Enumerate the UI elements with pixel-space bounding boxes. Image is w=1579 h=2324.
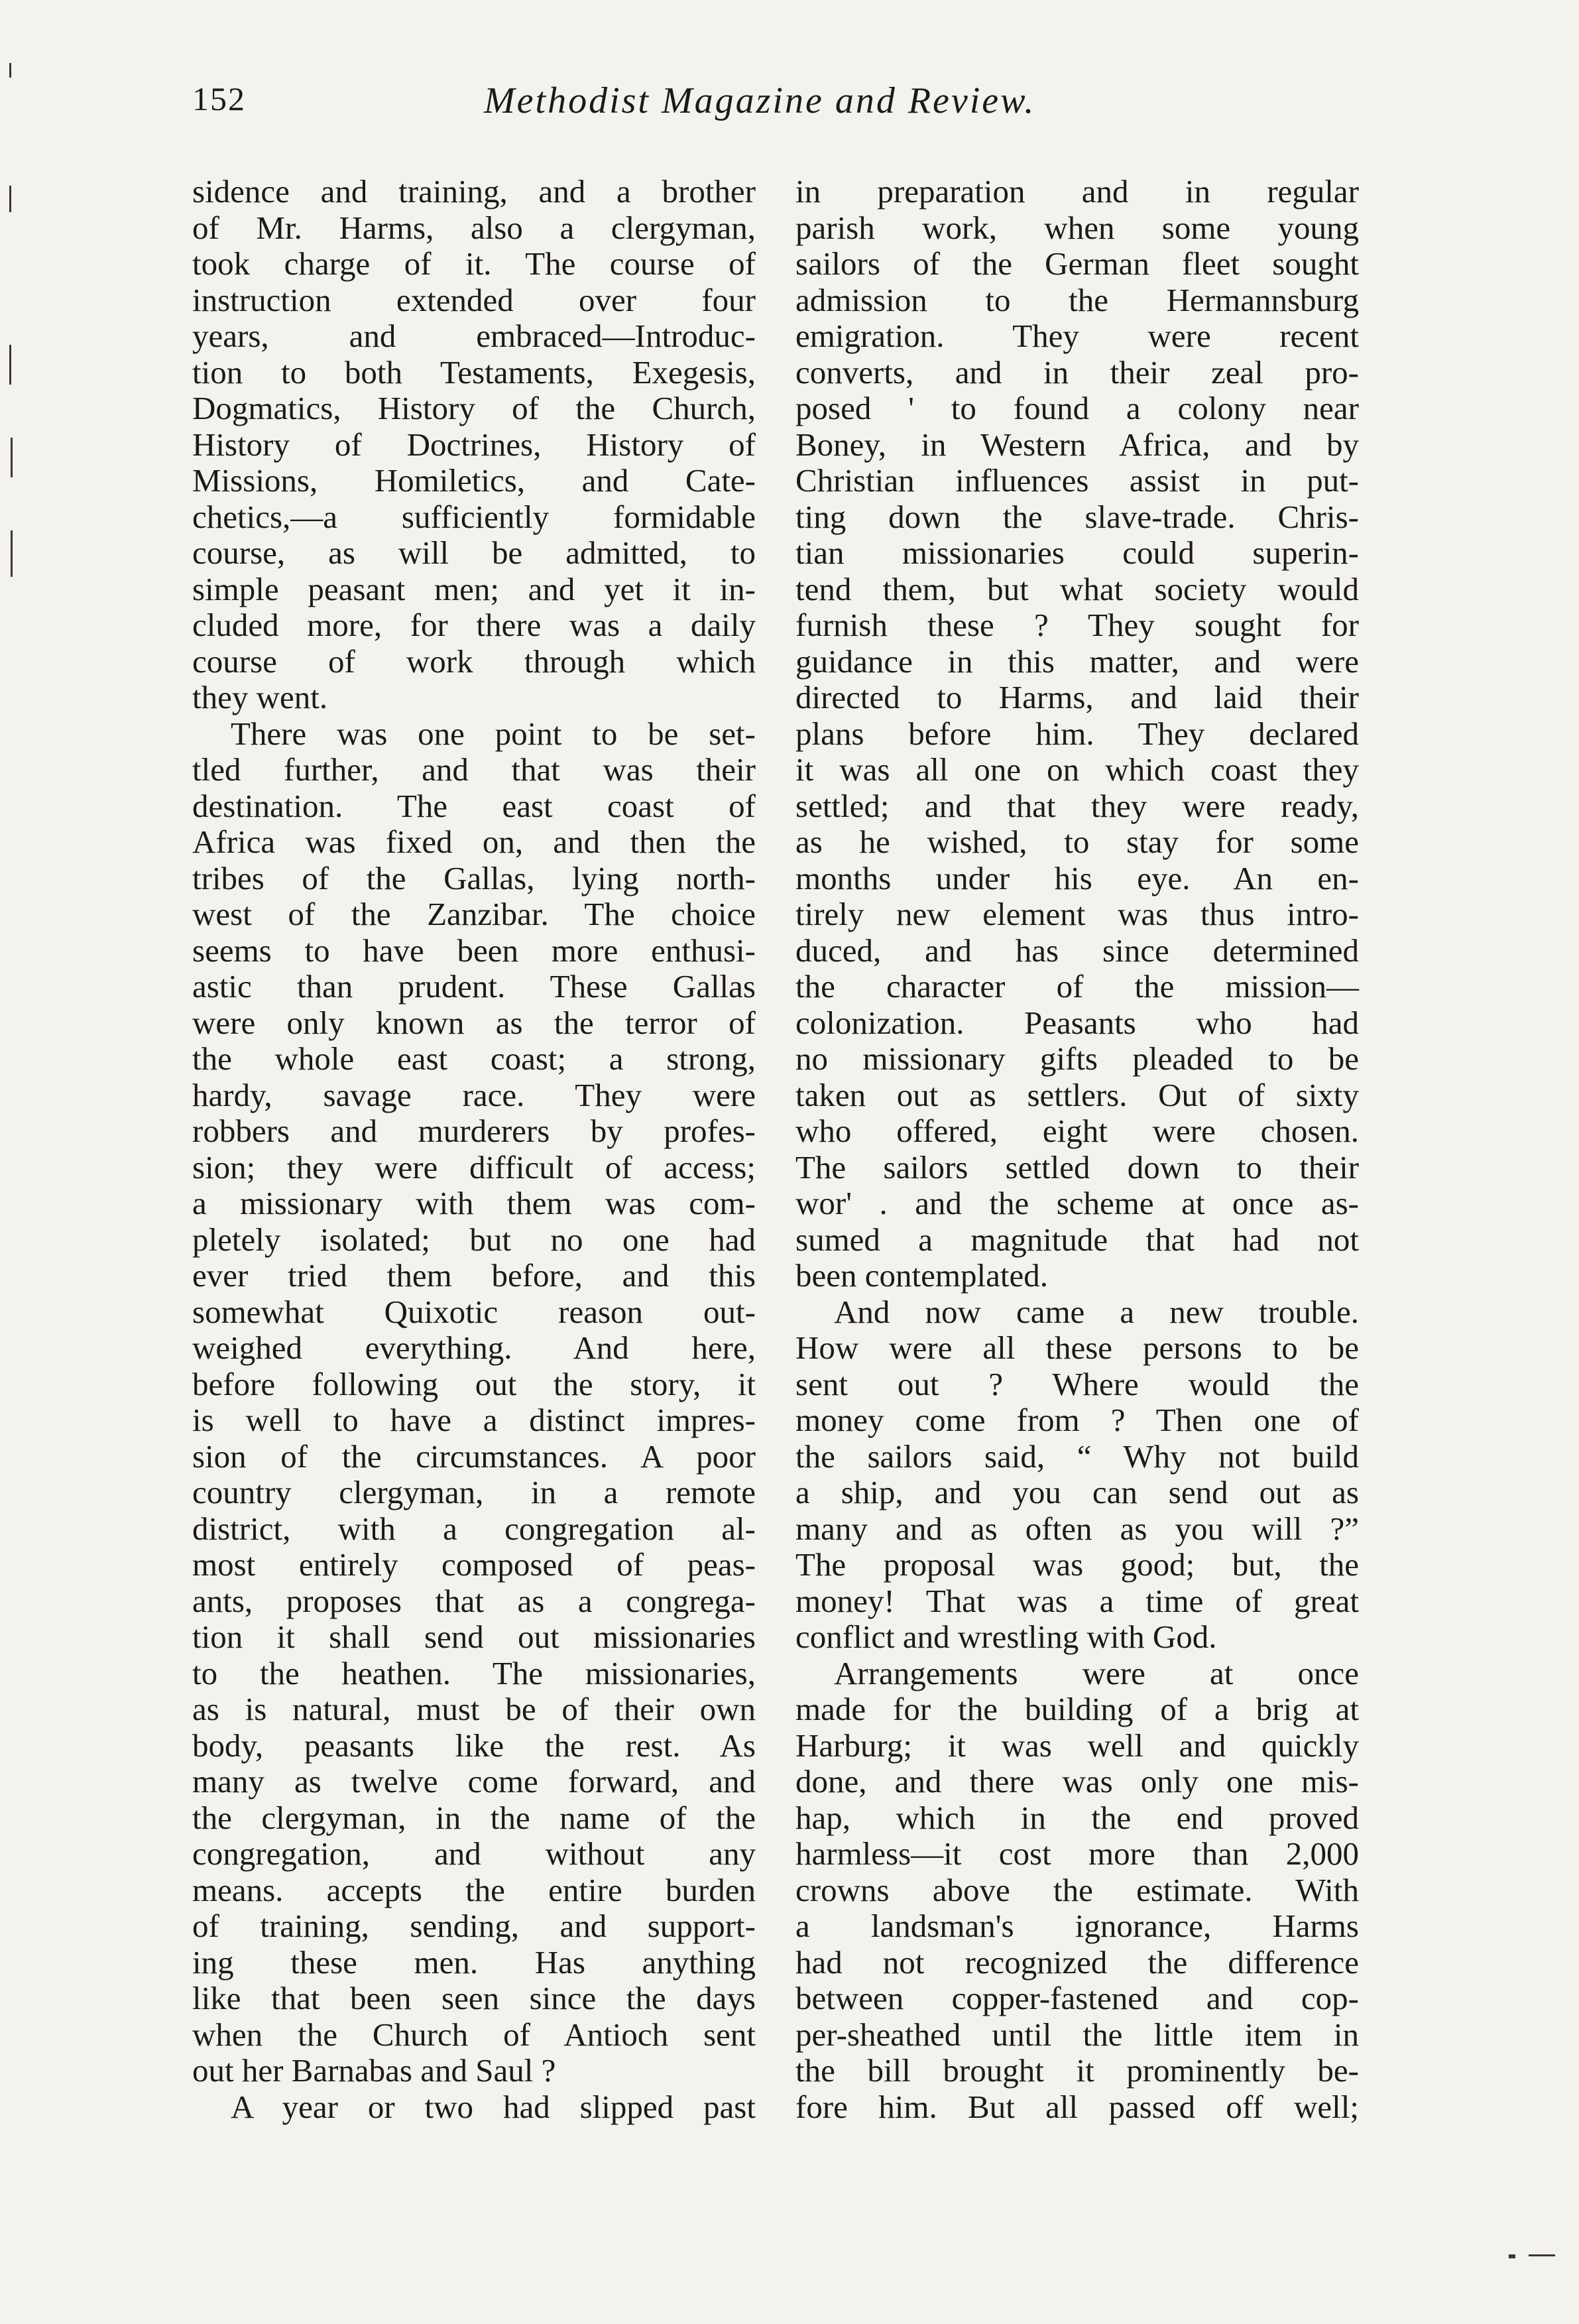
text-line: Africa was fixed on, and then the	[192, 824, 756, 860]
text-line: years, and embraced—Introduc-	[192, 318, 756, 354]
text-column-left	[192, 174, 756, 2125]
text-line: settled; and that they were ready,	[795, 787, 1359, 824]
text-line: sion; they were difficult of access;	[192, 1148, 756, 1186]
text-line: a ship, and you can send out as	[795, 1474, 1359, 1510]
text-line: the bill brought it prominently be-	[795, 2052, 1359, 2089]
text-line: conflict and wrestling with God.	[795, 1619, 1217, 1655]
text-line: of Mr. Harms, also a clergyman,	[192, 209, 756, 246]
text-line: astic than prudent. These Gallas	[192, 968, 756, 1005]
text-line: the sailors said, “ Why not build	[795, 1437, 1359, 1475]
text-line: hap, which in the end proved	[795, 1799, 1359, 1836]
text-line: admission to the Hermannsburg	[795, 281, 1359, 318]
text-line: tion it shall send out missionaries	[192, 1619, 756, 1655]
text-line: duced, and has since determined	[795, 932, 1359, 969]
text-line: west of the Zanzibar. The choice	[192, 896, 756, 932]
margin-mark	[1509, 2254, 1515, 2258]
text-line: taken out as settlers. Out of sixty	[795, 1076, 1359, 1113]
text-line: There was one point to be set-	[231, 715, 756, 752]
text-line: course, as will be admitted, to	[192, 534, 756, 571]
text-line: sion of the circumstances. A poor	[192, 1437, 756, 1475]
text-line: out her Barnabas and Saul ?	[192, 2052, 556, 2089]
text-line: as he wished, to stay for some	[795, 824, 1359, 860]
text-line: done, and there was only one mis-	[795, 1763, 1359, 1800]
text-line: crowns above the estimate. With	[795, 1871, 1359, 1908]
text-line: tribes of the Gallas, lying north-	[192, 859, 756, 896]
text-line: had not recognized the difference	[795, 1943, 1359, 1981]
text-line: instruction extended over four	[192, 281, 756, 318]
margin-mark	[9, 345, 11, 385]
text-line: a landsman's ignorance, Harms	[795, 1908, 1359, 1944]
text-line: made for the building of a brig at	[795, 1691, 1359, 1727]
running-title: Methodist Magazine and Review.	[484, 80, 1036, 121]
text-line: a missionary with them was com-	[192, 1185, 756, 1221]
text-line: somewhat Quixotic reason out-	[192, 1293, 756, 1330]
margin-mark	[11, 530, 13, 577]
text-line: Boney, in Western Africa, and by	[795, 426, 1359, 463]
text-line: it was all one on which coast they	[795, 751, 1359, 788]
text-line: money! That was a time of great	[795, 1582, 1359, 1619]
text-line: Christian influences assist in put-	[795, 462, 1359, 499]
text-line: History of Doctrines, History of	[192, 426, 756, 463]
margin-mark	[9, 63, 11, 78]
margin-mark	[11, 438, 13, 477]
text-line: Missions, Homiletics, and Cate-	[192, 462, 756, 499]
text-line: harmless—it cost more than 2,000	[795, 1835, 1359, 1872]
text-line: Arrangements were at once	[834, 1654, 1359, 1691]
text-line: tirely new element was thus intro-	[795, 896, 1359, 932]
text-line: no missionary gifts pleaded to be	[795, 1040, 1359, 1077]
text-line: sailors of the German fleet sought	[795, 245, 1359, 282]
text-line: sumed a magnitude that had not	[795, 1221, 1359, 1258]
text-line: been contemplated.	[795, 1257, 1048, 1294]
text-line: the character of the mission—	[795, 968, 1359, 1005]
text-line: sent out ? Where would the	[795, 1365, 1359, 1402]
text-line: ing these men. Has anything	[192, 1943, 756, 1981]
text-line: before following out the story, it	[192, 1365, 756, 1402]
text-line: simple peasant men; and yet it in-	[192, 570, 756, 607]
text-line: directed to Harms, and laid their	[795, 679, 1359, 715]
text-line: most entirely composed of peas-	[192, 1546, 756, 1583]
text-line: as is natural, must be of their own	[192, 1691, 756, 1727]
text-line: parish work, when some young	[795, 209, 1359, 246]
text-line: between copper-fastened and cop-	[795, 1980, 1359, 2016]
text-line: wor' . and the scheme at once as-	[795, 1185, 1359, 1221]
text-line: weighed everything. And here,	[192, 1329, 756, 1366]
text-line: A year or two had slipped past	[231, 2088, 756, 2125]
text-line: ants, proposes that as a congrega-	[192, 1582, 756, 1619]
text-line: guidance in this matter, and were	[795, 642, 1359, 680]
margin-mark	[9, 186, 11, 212]
running-header	[192, 80, 1359, 133]
text-line: in preparation and in regular	[795, 173, 1359, 210]
text-line: chetics,—a sufficiently formidable	[192, 498, 756, 535]
text-line: means. accepts the entire burden	[192, 1871, 756, 1908]
text-line: furnish these ? They sought for	[795, 607, 1359, 643]
text-line: were only known as the terror of	[192, 1004, 756, 1041]
text-line: Harburg; it was well and quickly	[795, 1727, 1359, 1764]
text-line: per-sheathed until the little item in	[795, 2016, 1359, 2053]
text-line: like that been seen since the days	[192, 1980, 756, 2016]
text-line: many as twelve come forward, and	[192, 1763, 756, 1800]
text-line: is well to have a distinct impres-	[192, 1402, 756, 1438]
text-line: many and as often as you will ?”	[795, 1510, 1359, 1547]
text-line: congregation, and without any	[192, 1835, 756, 1872]
text-line: plans before him. They declared	[795, 715, 1359, 752]
text-line: How were all these persons to be	[795, 1329, 1359, 1366]
text-line: money come from ? Then one of	[795, 1402, 1359, 1438]
text-line: they went.	[192, 679, 328, 715]
page-number: 152	[192, 80, 246, 117]
text-line: body, peasants like the rest. As	[192, 1727, 756, 1764]
text-line: to the heathen. The missionaries,	[192, 1654, 756, 1691]
text-line: tian missionaries could superin-	[795, 534, 1359, 571]
text-line: The proposal was good; but, the	[795, 1546, 1359, 1583]
text-line: took charge of it. The course of	[192, 245, 756, 282]
text-line: ting down the slave-trade. Chris-	[795, 498, 1359, 535]
text-line: sidence and training, and a brother	[192, 173, 756, 210]
text-line: tled further, and that was their	[192, 751, 756, 788]
text-line: cluded more, for there was a daily	[192, 607, 756, 643]
text-line: district, with a congregation al-	[192, 1510, 756, 1547]
text-line: The sailors settled down to their	[795, 1148, 1359, 1186]
text-line: tion to both Testaments, Exegesis,	[192, 353, 756, 391]
text-line: posed ' to found a colony near	[795, 390, 1359, 426]
text-line: Dogmatics, History of the Church,	[192, 390, 756, 426]
text-line: hardy, savage race. They were	[192, 1076, 756, 1113]
text-line: pletely isolated; but no one had	[192, 1221, 756, 1258]
text-line: ever tried them before, and this	[192, 1257, 756, 1294]
text-line: fore him. But all passed off well;	[795, 2088, 1359, 2125]
text-line: the clergyman, in the name of the	[192, 1799, 756, 1836]
text-line: seems to have been more enthusi-	[192, 932, 756, 969]
text-line: course of work through which	[192, 642, 756, 680]
text-line: emigration. They were recent	[795, 318, 1359, 354]
text-line: the whole east coast; a strong,	[192, 1040, 756, 1077]
text-line: of training, sending, and support-	[192, 1908, 756, 1944]
text-line: robbers and murderers by profes-	[192, 1113, 756, 1149]
text-line: country clergyman, in a remote	[192, 1474, 756, 1510]
text-line: colonization. Peasants who had	[795, 1004, 1359, 1041]
text-column-right	[795, 174, 1359, 2125]
margin-mark	[1529, 2254, 1555, 2256]
text-line: who offered, eight were chosen.	[795, 1113, 1359, 1149]
text-line: And now came a new trouble.	[834, 1293, 1359, 1330]
text-line: months under his eye. An en-	[795, 859, 1359, 896]
text-line: destination. The east coast of	[192, 787, 756, 824]
text-line: tend them, but what society would	[795, 570, 1359, 607]
text-line: converts, and in their zeal pro-	[795, 353, 1359, 391]
text-line: when the Church of Antioch sent	[192, 2016, 756, 2053]
